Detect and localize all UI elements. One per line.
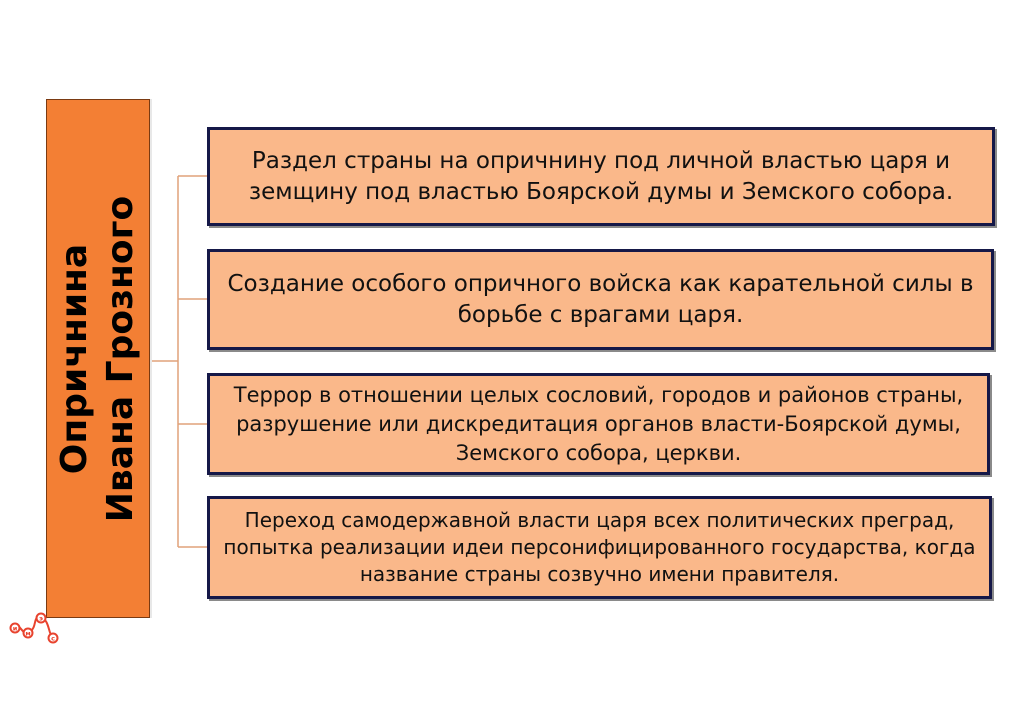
logo-letter-4: с: [51, 634, 55, 643]
topic-title: [52, 139, 144, 579]
topic-title-line-2: Ивана Грозного: [100, 195, 141, 522]
item-text-1: Раздел страны на опричнину под личной властью царя и земщину под властью Боярской думы и Земского собора.: [248, 147, 954, 205]
item-box-3: [207, 373, 990, 475]
item-text-2: Создание особого опричного войска как карательной силы в борьбе с врагами царя.: [227, 270, 974, 328]
logo-letter-2: м: [25, 629, 31, 638]
logo-letter-1: и: [12, 624, 18, 633]
item-text-3: Террор в отношении целых сословий, городов и районов страны, разрушение или дискредитация органов власти-Боярской думы, Земского собора, церкви.: [233, 382, 964, 465]
item-box-4: [207, 496, 992, 599]
imes-logo: [8, 606, 60, 648]
topic-title-line-1: Опричнина: [54, 243, 95, 474]
logo-letter-3: э: [39, 614, 43, 623]
item-text-4: Переход самодержавной власти царя всех политических преград, попытка реализации идеи персонифицированного государства, когда название страны созвучно имени правителя.: [223, 508, 976, 586]
topic-title-box: [46, 99, 150, 618]
item-box-1: [207, 127, 995, 226]
item-box-2: [207, 249, 994, 350]
